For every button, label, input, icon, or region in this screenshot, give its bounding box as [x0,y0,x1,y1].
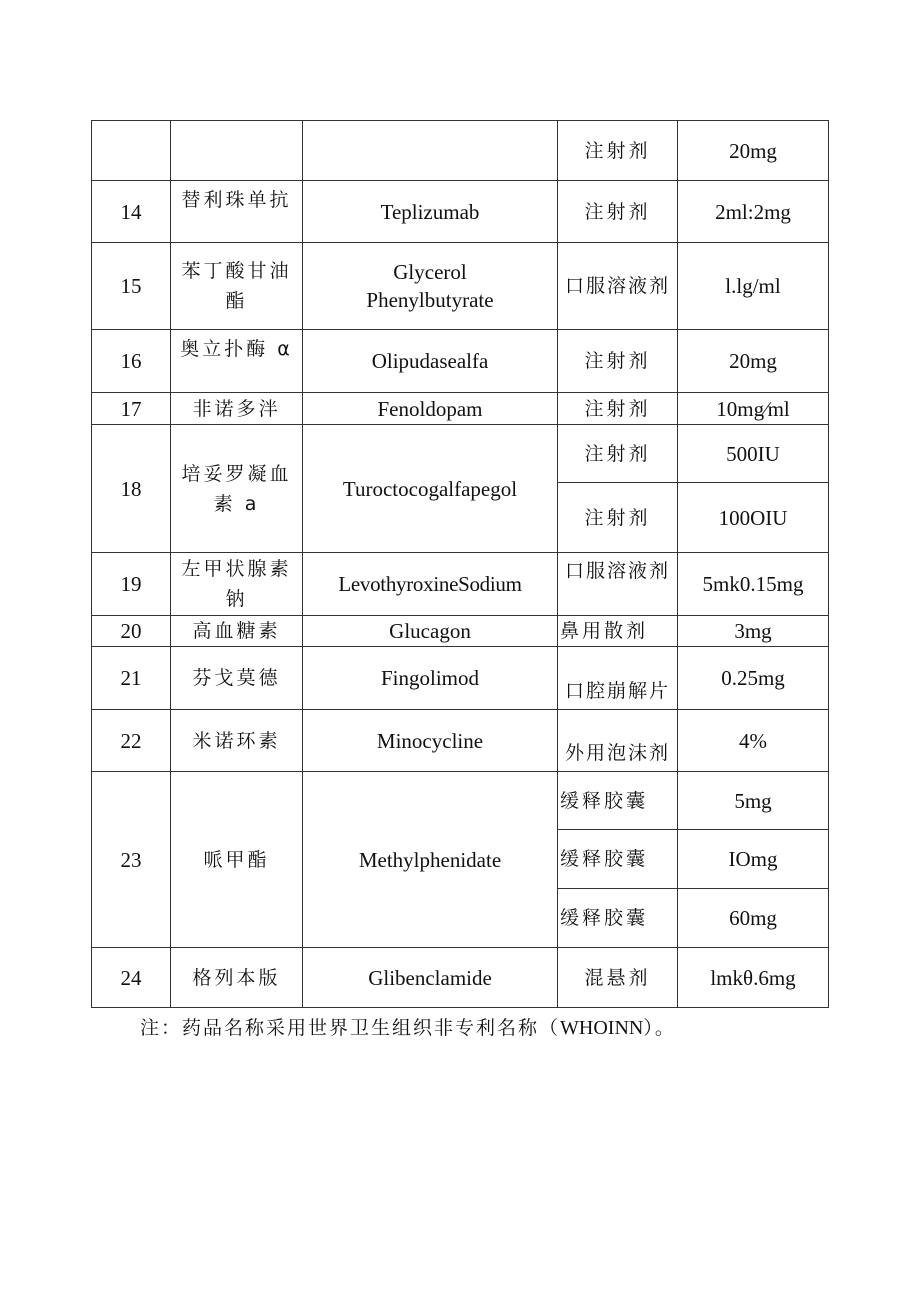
drug-name-en: Glycerol Phenylbutyrate [303,243,558,330]
row-number: 15 [92,243,171,330]
specification: 500IU [678,425,829,483]
dosage-form: 注射剂 [558,425,678,483]
dosage-form: 注射剂 [558,393,678,425]
drug-name-cn: 奥立扑酶 α [171,330,303,393]
drug-name-cn: 苯丁酸甘油酯 [171,243,303,330]
row-number: 16 [92,330,171,393]
drug-name-cn: 替利珠单抗 [171,181,303,243]
dosage-form: 混悬剂 [558,948,678,1008]
drug-name-en: Turoctocogalfapegol [303,425,558,553]
drug-name-cn: 芬戈莫德 [171,647,303,710]
drug-name-en: Glibenclamide [303,948,558,1008]
row-number: 21 [92,647,171,710]
specification: 60mg [678,889,829,948]
row-number: 18 [92,425,171,553]
specification: 3mg [678,616,829,647]
specification: IOmg [678,830,829,889]
drug-name-cn: 高血糖素 [171,616,303,647]
dosage-form: 注射剂 [558,121,678,181]
row-number: 20 [92,616,171,647]
table-row [92,243,829,330]
table-row [92,772,829,830]
specification: 4% [678,710,829,772]
specification: l.lg/ml [678,243,829,330]
drug-name-cn: 米诺环素 [171,710,303,772]
specification: 5mk0.15mg [678,553,829,616]
drug-name-en: LevothyroxineSodium [303,553,558,616]
specification: lmkθ.6mg [678,948,829,1008]
specification: 5mg [678,772,829,830]
footnote-suffix: ）。 [643,1017,676,1039]
dosage-form: 注射剂 [558,330,678,393]
drug-name-en: Fingolimod [303,647,558,710]
table-row [92,121,829,181]
dosage-form: 口腔崩解片 [558,647,678,710]
drug-name-en: Methylphenidate [303,772,558,948]
dosage-form: 缓释胶囊 [558,830,678,889]
table-row [92,553,829,616]
dosage-form: 缓释胶囊 [558,889,678,948]
row-number: 19 [92,553,171,616]
table-row [92,710,829,772]
footnote [140,1013,676,1040]
row-number: 22 [92,710,171,772]
drug-name-cn: 格列本版 [171,948,303,1008]
specification: 100OIU [678,483,829,553]
dosage-form: 口服溶液剂 [558,553,678,616]
drug-name-en [303,121,558,181]
row-number: 14 [92,181,171,243]
dosage-form: 口服溶液剂 [558,243,678,330]
drug-name-cn: 哌甲酯 [171,772,303,948]
table-row [92,393,829,425]
drug-name-cn [171,121,303,181]
drug-name-en: Glucagon [303,616,558,647]
table-row [92,425,829,483]
table-row [92,330,829,393]
table-row [92,616,829,647]
specification: 20mg [678,330,829,393]
specification: 2ml:2mg [678,181,829,243]
drug-name-en: Olipudasealfa [303,330,558,393]
row-number: 24 [92,948,171,1008]
footnote-prefix: 注：药品名称采用世界卫生组织非专利名称（ [140,1017,561,1039]
drug-name-en: Teplizumab [303,181,558,243]
drug-name-cn: 培妥罗凝血素 a [171,425,303,553]
specification: 20mg [678,121,829,181]
drug-name-cn: 非诺多泮 [171,393,303,425]
specification: 0.25mg [678,647,829,710]
specification: 10mg∕ml [678,393,829,425]
drug-table [91,120,829,1008]
row-number: 17 [92,393,171,425]
dosage-form: 注射剂 [558,483,678,553]
drug-name-cn: 左甲状腺素钠 [171,553,303,616]
dosage-form: 鼻用散剂 [558,616,678,647]
row-number: 23 [92,772,171,948]
footnote-abbreviation: WHOINN [560,1017,644,1039]
dosage-form: 注射剂 [558,181,678,243]
drug-name-en: Minocycline [303,710,558,772]
row-number [92,121,171,181]
drug-name-en: Fenoldopam [303,393,558,425]
table-row [92,181,829,243]
dosage-form: 外用泡沫剂 [558,710,678,772]
table-row [92,647,829,710]
table-row [92,948,829,1008]
dosage-form: 缓释胶囊 [558,772,678,830]
